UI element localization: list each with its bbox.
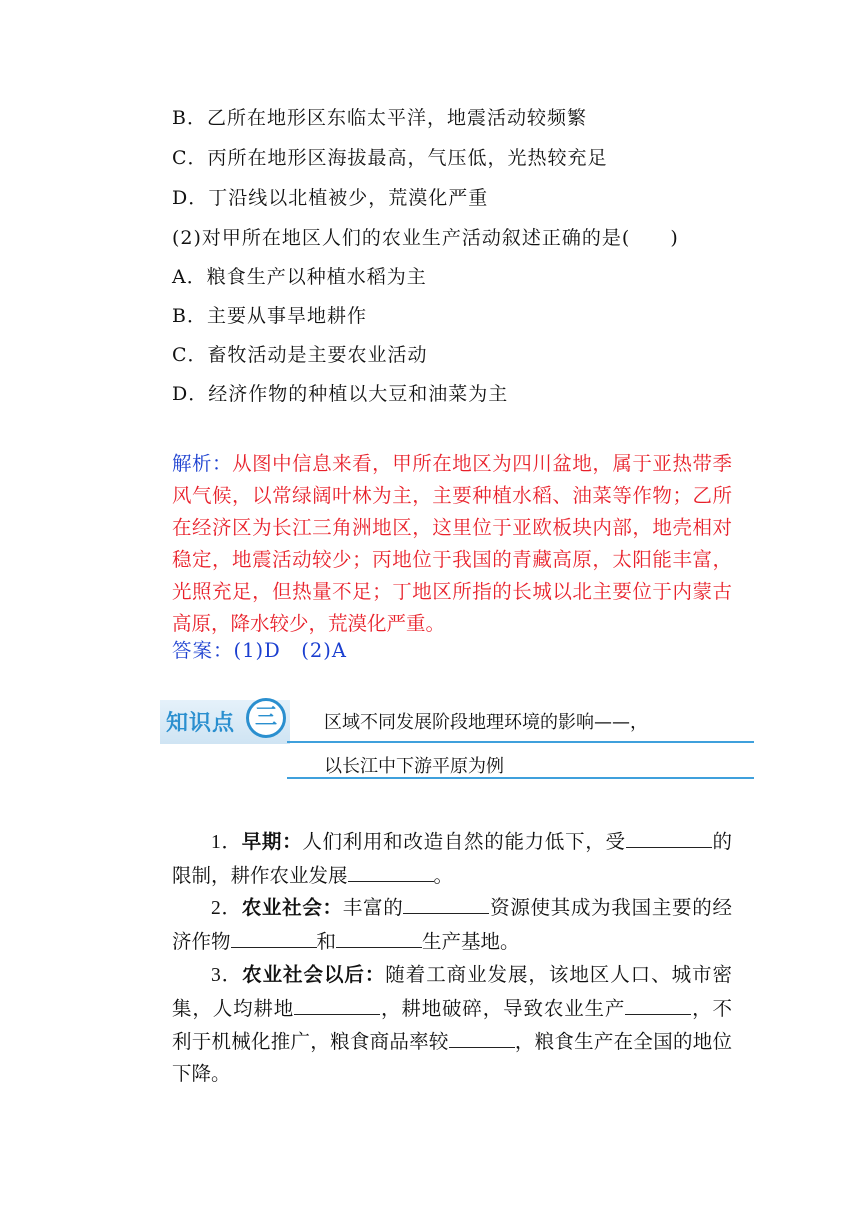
option-q2-b: B．主要从事旱地耕作: [172, 305, 367, 327]
item-1-number: 1．: [211, 832, 242, 853]
item-3-blank-3[interactable]: [449, 1025, 515, 1048]
item-3-blank-1[interactable]: [294, 992, 380, 1015]
banner-rule-bottom: [287, 777, 754, 779]
item-2: [172, 891, 732, 958]
item-3-text-c: ，不利于机械化推广，粮食商品率较: [172, 997, 732, 1053]
item-3-text-a: 随着工商业发展，该地区人口、城市密集，人均耕地: [172, 963, 732, 1020]
item-3-heading: 农业社会以后：: [242, 963, 386, 986]
knowledge-point-banner: [160, 700, 754, 780]
item-3: [172, 959, 732, 1090]
badge-label: 知识点: [166, 711, 236, 736]
item-1-blank-1[interactable]: [626, 825, 712, 848]
analysis-text: 从图中信息来看，甲所在地区为四川盆地，属于亚热带季风气候，以常绿阔叶林为主，主要种植水稻、油菜等作物；乙所在经济区为长江三角洲地区，这里位于亚欧板块内部，地壳相对稳定，地震活动较少；丙地位于我国的青藏高原，太阳能丰富，光照充足，但热量不足；丁地区所指的长城以北主要位于内蒙古高原，降水较少，荒漠化严重。: [172, 452, 732, 635]
option-q1-b: B．乙所在地形区东临太平洋，地震活动较频繁: [172, 107, 587, 129]
answer-line: [172, 639, 347, 663]
item-2-blank-3[interactable]: [336, 925, 422, 948]
item-1-text-a: 人们利用和改造自然的能力低下，受: [302, 830, 626, 853]
item-1: [172, 825, 732, 892]
item-2-text-b: 资源使其成为我国主要的经济作物: [172, 896, 732, 953]
item-1-heading: 早期：: [241, 830, 303, 853]
analysis-label: 解析：: [172, 452, 233, 475]
item-2-text-d: 生产基地。: [422, 930, 520, 953]
banner-title-line1: 区域不同发展阶段地理环境的影响——，: [324, 712, 648, 733]
answer-text: (1)D (2)A: [233, 639, 347, 662]
question-2: (2)对甲所在地区人们的农业生产活动叙述正确的是( ): [172, 227, 679, 249]
banner-title-line2: 以长江中下游平原为例: [324, 756, 504, 777]
item-1-blank-2[interactable]: [348, 859, 434, 882]
banner-rule-top: [287, 741, 754, 743]
item-3-text-d: ，粮食生产在全国的地位下降。: [172, 1030, 732, 1085]
item-3-text-b: ，耕地破碎，导致农业生产: [380, 997, 626, 1020]
option-q2-d: D．经济作物的种植以大豆和油菜为主: [172, 383, 509, 405]
answer-label: 答案：: [172, 639, 234, 662]
item-2-blank-2[interactable]: [231, 925, 317, 948]
option-q2-c: C．畜牧活动是主要农业活动: [172, 344, 428, 366]
badge-number-circle: 三: [246, 698, 286, 738]
analysis-paragraph: [172, 448, 732, 640]
item-2-heading: 农业社会：: [241, 896, 343, 919]
item-1-text-c: 。: [433, 864, 454, 887]
item-2-text-a: 丰富的: [342, 896, 404, 919]
option-q1-c: C．丙所在地形区海拔最高，气压低，光热较充足: [172, 147, 608, 169]
item-3-number: 3．: [211, 965, 243, 986]
item-2-text-c: 和: [316, 930, 337, 953]
item-2-number: 2．: [211, 898, 242, 919]
item-2-blank-1[interactable]: [403, 891, 489, 914]
item-1-text-b: 的限制，耕作农业发展: [172, 830, 732, 887]
option-q1-d: D．丁沿线以北植被少，荒漠化严重: [172, 187, 489, 209]
item-3-blank-2[interactable]: [625, 992, 691, 1015]
option-q2-a: A．粮食生产以种植水稻为主: [172, 266, 427, 288]
